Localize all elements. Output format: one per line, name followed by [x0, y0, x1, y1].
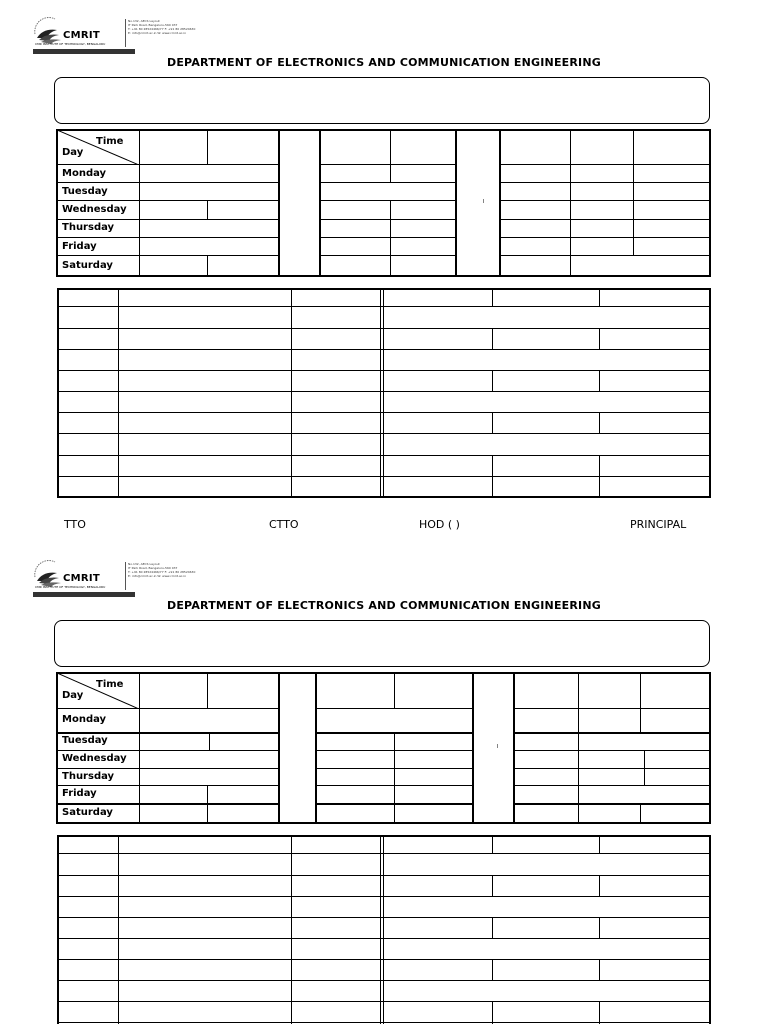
day-label: Saturday	[62, 260, 113, 271]
logo-name: CMRIT	[63, 30, 101, 41]
corner-time-label: Time	[96, 679, 124, 690]
college-logo	[33, 559, 196, 599]
signature-principal: PRINCIPAL	[630, 518, 687, 531]
signature-tto: TTO	[64, 518, 86, 531]
department-title: DEPARTMENT OF ELECTRONICS AND COMMUNICATION ENGINEERING	[167, 599, 601, 612]
college-logo	[33, 16, 196, 56]
day-label: Monday	[62, 714, 107, 725]
corner-time-label: Time	[96, 136, 124, 147]
day-label: Tuesday	[62, 186, 108, 197]
department-title: DEPARTMENT OF ELECTRONICS AND COMMUNICATION ENGINEERING	[167, 56, 601, 69]
day-label: Wednesday	[62, 204, 127, 215]
corner-day-label: Day	[62, 690, 84, 701]
logo-tagline: CMR INSTITUTE OF TECHNOLOGY, BENGALURU	[35, 586, 106, 589]
signature-hod: HOD ( )	[419, 518, 460, 531]
title-box	[54, 620, 710, 667]
break-mark: I	[483, 199, 485, 205]
day-label: Saturday	[62, 807, 113, 818]
day-label: Monday	[62, 168, 107, 179]
logo-band	[33, 592, 135, 597]
title-box	[54, 77, 710, 124]
logo-address: No.132, AECS Layout IT Park Road, Bengaluru-560 037 T: +91 80 28524466/77 F: +91 80 28524630 E: info@cmrit.ac.in W: www.cmrit.ac.in	[128, 19, 196, 35]
day-label: Thursday	[62, 222, 115, 233]
break-mark: I	[497, 744, 499, 750]
day-label: Wednesday	[62, 753, 127, 764]
subject-table	[57, 288, 711, 498]
logo-divider	[125, 19, 126, 47]
logo-address: No.132, AECS Layout IT Park Road, Bengaluru-560 037 T: +91 80 28524466/77 F: +91 80 28524630 E: info@cmrit.ac.in W: www.cmrit.ac.in	[128, 562, 196, 578]
timetable-grid	[56, 672, 711, 824]
signature-ctto: CTTO	[269, 518, 299, 531]
logo-name: CMRIT	[63, 573, 101, 584]
day-label: Friday	[62, 788, 97, 799]
logo-band	[33, 49, 135, 54]
day-label: Tuesday	[62, 735, 108, 746]
logo-tagline: CMR INSTITUTE OF TECHNOLOGY, BENGALURU	[35, 43, 106, 46]
logo-divider	[125, 562, 126, 590]
corner-day-label: Day	[62, 147, 84, 158]
subject-table	[57, 835, 711, 1024]
day-label: Thursday	[62, 771, 115, 782]
day-label: Friday	[62, 241, 97, 252]
